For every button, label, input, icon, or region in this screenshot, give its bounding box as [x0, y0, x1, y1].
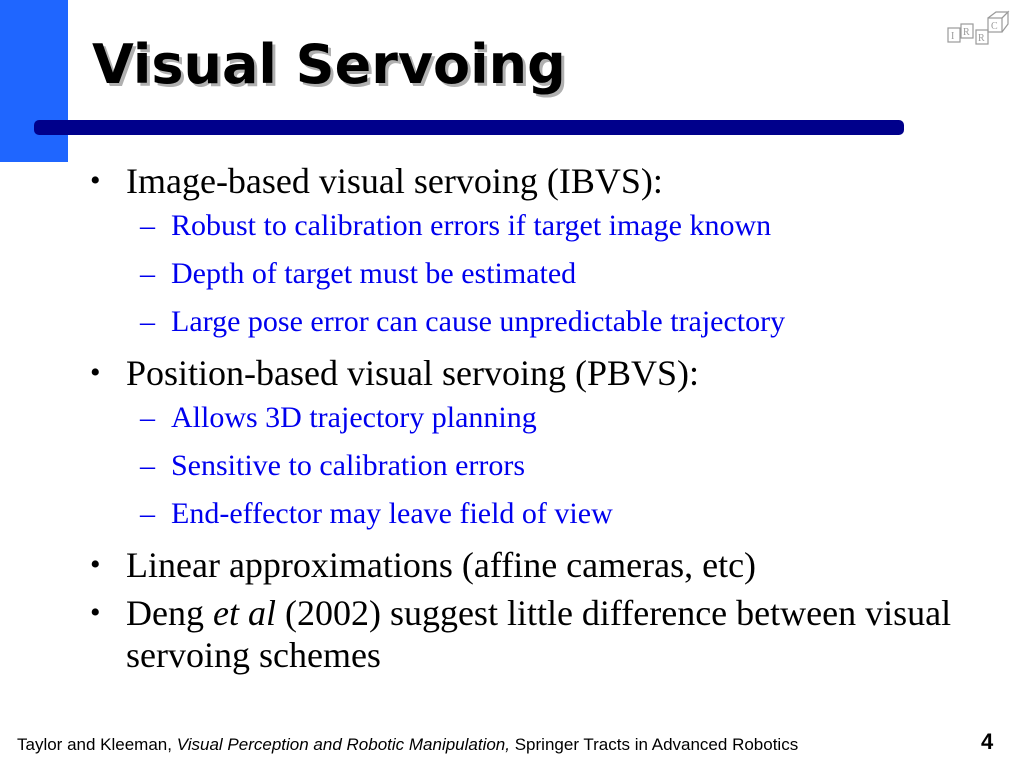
- bullet-text-part: (2002) suggest little difference between visual servoing schemes: [126, 593, 952, 675]
- bullet-text: Linear approximations (affine cameras, etc): [126, 545, 757, 585]
- sub-bullet-item: [90, 496, 990, 532]
- bullet-item: [90, 592, 990, 676]
- sub-bullet-list: [90, 208, 990, 340]
- citation-et-al: et al: [212, 593, 276, 633]
- logo-letter: R: [963, 27, 970, 38]
- sub-bullet-text: Allows 3D trajectory planning: [171, 401, 537, 434]
- dash-icon: –: [140, 449, 155, 482]
- bullet-dot-icon: •: [90, 356, 101, 389]
- footer-book-title: Visual Perception and Robotic Manipulation,: [176, 735, 510, 754]
- dash-icon: –: [140, 209, 155, 242]
- bullet-item: [90, 160, 990, 202]
- dash-icon: –: [140, 257, 155, 290]
- footer-authors: Taylor and Kleeman,: [17, 735, 177, 754]
- sub-bullet-item: [90, 448, 990, 484]
- title-underline: [34, 120, 904, 135]
- dash-icon: –: [140, 401, 155, 434]
- logo-letter: I: [951, 31, 955, 42]
- sub-bullet-item: [90, 208, 990, 244]
- bullet-dot-icon: •: [90, 164, 101, 197]
- sub-bullet-list: [90, 400, 990, 532]
- sub-bullet-text: Sensitive to calibration errors: [171, 449, 526, 482]
- slide-footer: [17, 734, 798, 756]
- bullet-text-part: Deng: [126, 593, 213, 633]
- bullet-item: [90, 544, 990, 586]
- sub-bullet-item: [90, 256, 990, 292]
- bullet-text: Image-based visual servoing (IBVS):: [126, 161, 663, 201]
- sub-bullet-text: Robust to calibration errors if target image known: [171, 209, 772, 242]
- sub-bullet-text: End-effector may leave field of view: [171, 497, 613, 530]
- bullet-dot-icon: •: [90, 548, 101, 581]
- slide-title: Visual Servoing: [92, 33, 566, 96]
- sub-bullet-item: [90, 304, 990, 340]
- accent-block: [0, 0, 68, 162]
- bullet-text: [126, 593, 951, 675]
- dash-icon: –: [140, 305, 155, 338]
- logo-letter: R: [978, 33, 985, 44]
- irrc-logo-icon: [946, 10, 1014, 50]
- bullet-text: Position-based visual servoing (PBVS):: [126, 353, 699, 393]
- bullet-item: [90, 352, 990, 394]
- dash-icon: –: [140, 497, 155, 530]
- logo-letter: C: [991, 21, 998, 32]
- footer-series: Springer Tracts in Advanced Robotics: [510, 735, 799, 754]
- sub-bullet-text: Large pose error can cause unpredictable trajectory: [171, 305, 786, 338]
- sub-bullet-item: [90, 400, 990, 436]
- sub-bullet-text: Depth of target must be estimated: [171, 257, 577, 290]
- page-number: 4: [981, 729, 994, 754]
- slide-body: [90, 160, 990, 682]
- bullet-dot-icon: •: [90, 596, 101, 629]
